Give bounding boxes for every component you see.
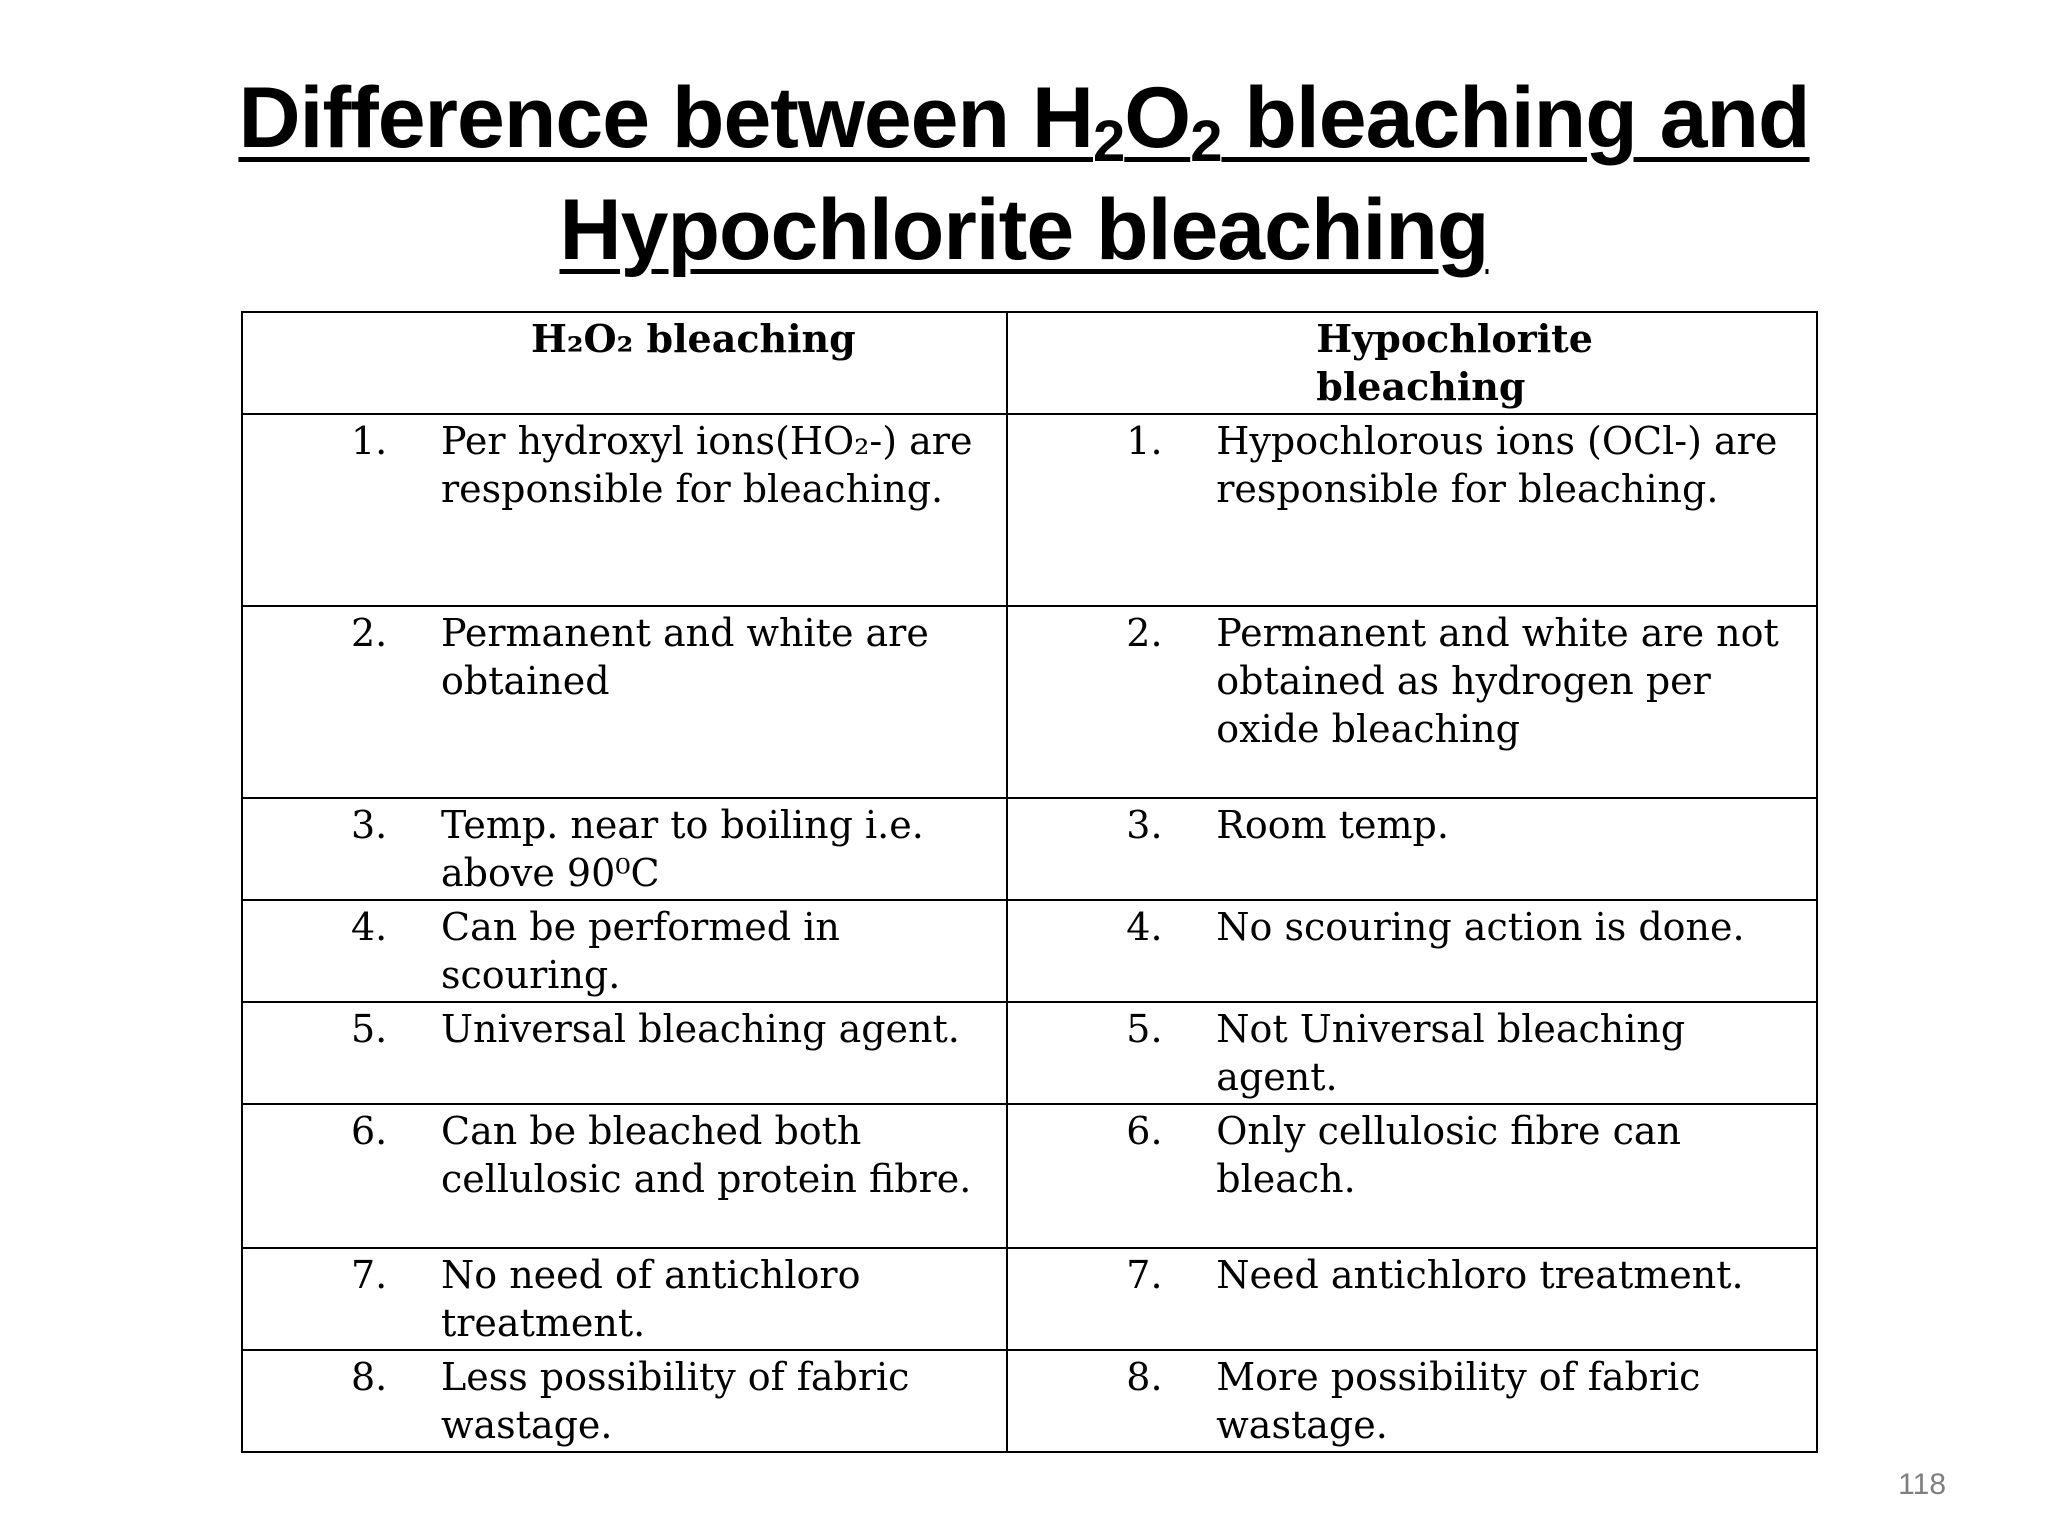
item-number: 4. [351, 905, 388, 949]
item-number: 5. [1126, 1007, 1163, 1051]
cell-hypochlorite [1007, 900, 1817, 1002]
cell-hypochlorite [1007, 798, 1817, 900]
cell-h2o2 [242, 414, 1007, 606]
item-text: Can be performed in scouring. [441, 905, 840, 997]
title-text-part: O [1124, 70, 1191, 166]
table-row [242, 1248, 1817, 1350]
cell-hypochlorite [1007, 414, 1817, 606]
cell-hypochlorite [1007, 1248, 1817, 1350]
item-text: Room temp. [1216, 803, 1449, 847]
table-row [242, 414, 1817, 606]
cell-hypochlorite [1007, 1350, 1817, 1452]
item-text: Permanent and white are not obtained as hydrogen per oxide bleaching [1216, 611, 1779, 751]
cell-h2o2 [242, 900, 1007, 1002]
item-number: 8. [1126, 1355, 1163, 1399]
item-text: Can be bleached both cellulosic and protein fibre. [441, 1109, 972, 1201]
title-subscript: 2 [1093, 109, 1125, 174]
cell-hypochlorite [1007, 1104, 1817, 1248]
item-text: Less possibility of fabric wastage. [441, 1355, 910, 1447]
item-number: 2. [1126, 611, 1163, 655]
cell-h2o2 [242, 1248, 1007, 1350]
item-number: 7. [1126, 1253, 1163, 1297]
cell-h2o2 [242, 1350, 1007, 1452]
item-number: 8. [351, 1355, 388, 1399]
table-row [242, 1104, 1817, 1248]
title-subscript: 2 [1190, 109, 1222, 174]
item-number: 3. [1126, 803, 1163, 847]
header-hypochlorite-label: Hypochlorite bleaching [1316, 316, 1593, 409]
table-row [242, 900, 1817, 1002]
title-text-part: Difference between H [238, 70, 1094, 166]
cell-h2o2 [242, 606, 1007, 798]
cell-hypochlorite [1007, 1002, 1817, 1104]
item-text: More possibility of fabric wastage. [1216, 1355, 1701, 1447]
item-number: 6. [1126, 1109, 1163, 1153]
table-row [242, 798, 1817, 900]
item-text: Only cellulosic fibre can bleach. [1216, 1109, 1682, 1201]
header-h2o2-label: H₂O₂ bleaching [531, 316, 856, 361]
item-number: 4. [1126, 905, 1163, 949]
slide-title [0, 62, 2048, 286]
table-row [242, 1350, 1817, 1452]
title-text-part: bleaching and [1221, 70, 1810, 166]
cell-hypochlorite [1007, 606, 1817, 798]
title-line-2: Hypochlorite bleaching [559, 182, 1489, 278]
item-number: 2. [351, 611, 388, 655]
header-hypochlorite [1007, 312, 1817, 414]
item-number: 5. [351, 1007, 388, 1051]
item-text: No scouring action is done. [1216, 905, 1745, 949]
header-h2o2 [242, 312, 1007, 414]
cell-h2o2 [242, 1104, 1007, 1248]
page-number: 118 [1898, 1468, 1946, 1501]
item-text: Per hydroxyl ions(HO₂-) are responsible for bleaching. [441, 419, 973, 511]
item-number: 7. [351, 1253, 388, 1297]
comparison-table [241, 311, 1818, 1453]
table-row [242, 1002, 1817, 1104]
item-number: 1. [351, 419, 388, 463]
item-number: 6. [351, 1109, 388, 1153]
cell-h2o2 [242, 1002, 1007, 1104]
table-row [242, 606, 1817, 798]
item-text: Need antichloro treatment. [1216, 1253, 1744, 1297]
item-text: Hypochlorous ions (OCl-) are responsible for bleaching. [1216, 419, 1778, 511]
item-number: 1. [1126, 419, 1163, 463]
table-header-row [242, 312, 1817, 414]
item-text: Temp. near to boiling i.e. above 90⁰C [441, 803, 924, 895]
title-line-1 [238, 70, 1810, 174]
item-text: No need of antichloro treatment. [441, 1253, 861, 1345]
item-text: Permanent and white are obtained [441, 611, 929, 703]
item-text: Universal bleaching agent. [441, 1007, 960, 1051]
item-text: Not Universal bleaching agent. [1216, 1007, 1686, 1099]
item-number: 3. [351, 803, 388, 847]
cell-h2o2 [242, 798, 1007, 900]
